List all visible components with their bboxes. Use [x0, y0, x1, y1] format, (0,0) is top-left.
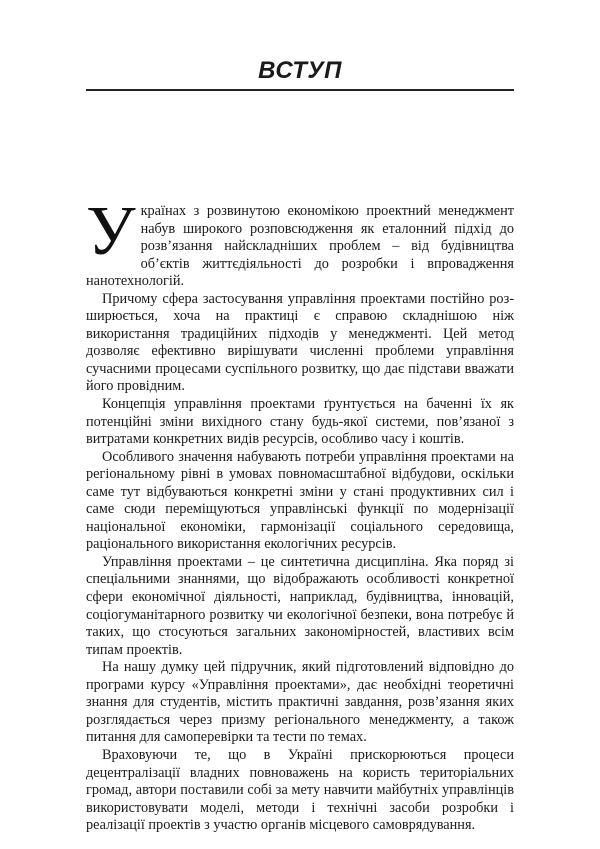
paragraph: Концепція управління проектами ґрунтується на баченні їх як потенційні зміни вихідного стану будь-якої системи, пов’язаної з витратами конкретних видів ресурсів, особливо часу і коштів. — [86, 396, 514, 448]
paragraph: Особливого значення набувають потреби управління проектами на регіональному рівні в умовах повномасштабної відбудови, оскільки саме тут відбуваються конкретні зміни у стані продуктивних сил і саме сюди переміщуються управлінські функції по модернізації національної економіки, гармонізації соціального середовища, раціонального використання екологічних ресурсів. — [86, 448, 514, 553]
paragraph-intro — [86, 193, 514, 291]
paragraph: Управління проектами – це синтетична дисципліна. Яка поряд зі спеціальними знаннями, що відображають особливості конкретної сфери економічної діяльності, наприклад, будівництва, інновацій, соціогуманітарного розвитку чи екологічної безпеки, вона потребує й таких, що стосуються загальних закономірностей, властивих всім типам проектів. — [86, 553, 514, 658]
paragraph: На нашу думку цей підручник, який підготовлений відповідно до програми курсу «Управління проектами», дає необхідні теоретичні знання для студентів, містить практичні завдання, розв’язання яких розглядається через призму регіонального менеджменту, а також питання для самоперевірки та тести по темах. — [86, 659, 514, 746]
page-title: ВСТУП — [258, 57, 342, 84]
drop-cap: У — [86, 193, 136, 270]
title-underline — [86, 89, 514, 91]
title-block — [86, 56, 514, 86]
paragraph: Враховуючи те, що в Україні прискорюються процеси децентралізації владних повноважень на користь територіальних громад, автори поставили собі за мету навчити майбутніх управлінців використовувати моделі, методи і технічні засоби розробки і реалізації проектів з участю органів місцевого самоврядування. — [86, 746, 514, 834]
body-text — [86, 193, 514, 835]
intro-text: країнах з розвинутою економікою проектний менеджмент набув широкого розповсюдження як еталонний підхід до розв’язання найскладніших проблем – від будівництва об’єктів життєдіяльності до розробки і впровадження нанотехнологій. — [86, 203, 514, 290]
paragraph: Причому сфера застосування управління проектами постійно розширюється, хоча на практиці є справою складнішою ніж використання традиційних підходів у менеджменті. Цей метод дозволяє ефективно вирішувати численні проблеми управління сучасними процесами суспільного розвитку, що дає підстави вважати його провідним. — [86, 290, 514, 395]
